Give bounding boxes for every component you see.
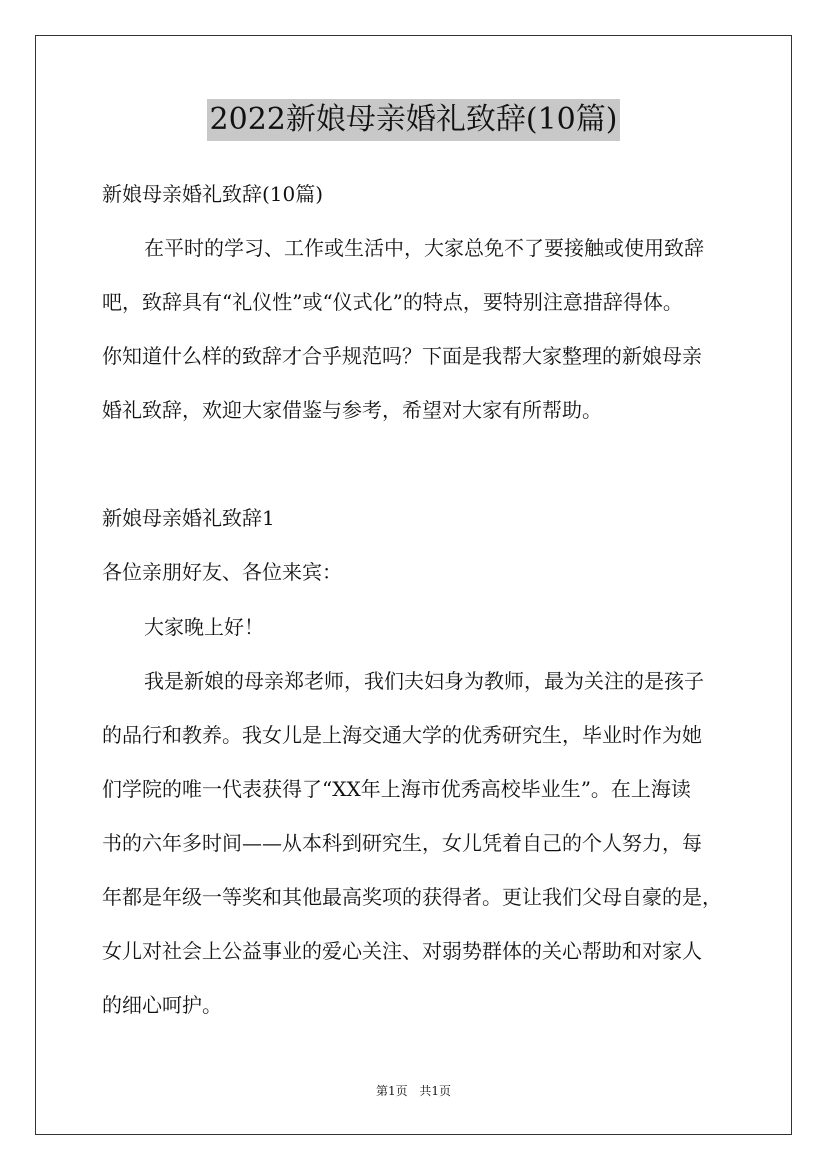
document-subtitle: 新娘母亲婚礼致辞(10篇) bbox=[102, 182, 324, 206]
body-line-6: 女儿对社会上公益事业的爱心关注、对弱势群体的关心帮助和对家人 bbox=[102, 939, 702, 963]
body-line-4: 书的六年多时间——从本科到研究生，女儿凭着自己的个人努力，每 bbox=[102, 831, 702, 855]
body-line-5: 年都是年级一等奖和其他最高奖项的获得者。更让我们父母自豪的是， bbox=[102, 885, 722, 909]
greeting: 大家晚上好！ bbox=[144, 615, 264, 639]
salutation: 各位亲朋好友、各位来宾： bbox=[102, 560, 342, 584]
intro-line-1: 在平时的学习、工作或生活中，大家总免不了要接触或使用致辞 bbox=[144, 236, 704, 260]
body-line-7: 的细心呵护。 bbox=[102, 993, 222, 1017]
page-footer bbox=[0, 1083, 827, 1099]
intro-line-2: 吧，致辞具有“礼仪性”或“仪式化”的特点，要特别注意措辞得体。 bbox=[102, 290, 683, 314]
page-number: 第1页 bbox=[375, 1084, 408, 1098]
intro-line-4: 婚礼致辞，欢迎大家借鉴与参考，希望对大家有所帮助。 bbox=[102, 398, 602, 422]
section-heading: 新娘母亲婚礼致辞1 bbox=[102, 506, 275, 530]
body-line-3: 们学院的唯一代表获得了“XX年上海市优秀高校毕业生”。在上海读 bbox=[102, 777, 691, 801]
body-line-2: 的品行和教养。我女儿是上海交通大学的优秀研究生，毕业时作为她 bbox=[102, 723, 702, 747]
page-total: 共1页 bbox=[419, 1084, 452, 1098]
title-container bbox=[0, 99, 827, 141]
document-title: 2022新娘母亲婚礼致辞(10篇) bbox=[207, 99, 621, 141]
intro-line-3: 你知道什么样的致辞才合乎规范吗？下面是我帮大家整理的新娘母亲 bbox=[102, 344, 702, 368]
body-line-1: 我是新娘的母亲郑老师，我们夫妇身为教师，最为关注的是孩子 bbox=[144, 669, 704, 693]
